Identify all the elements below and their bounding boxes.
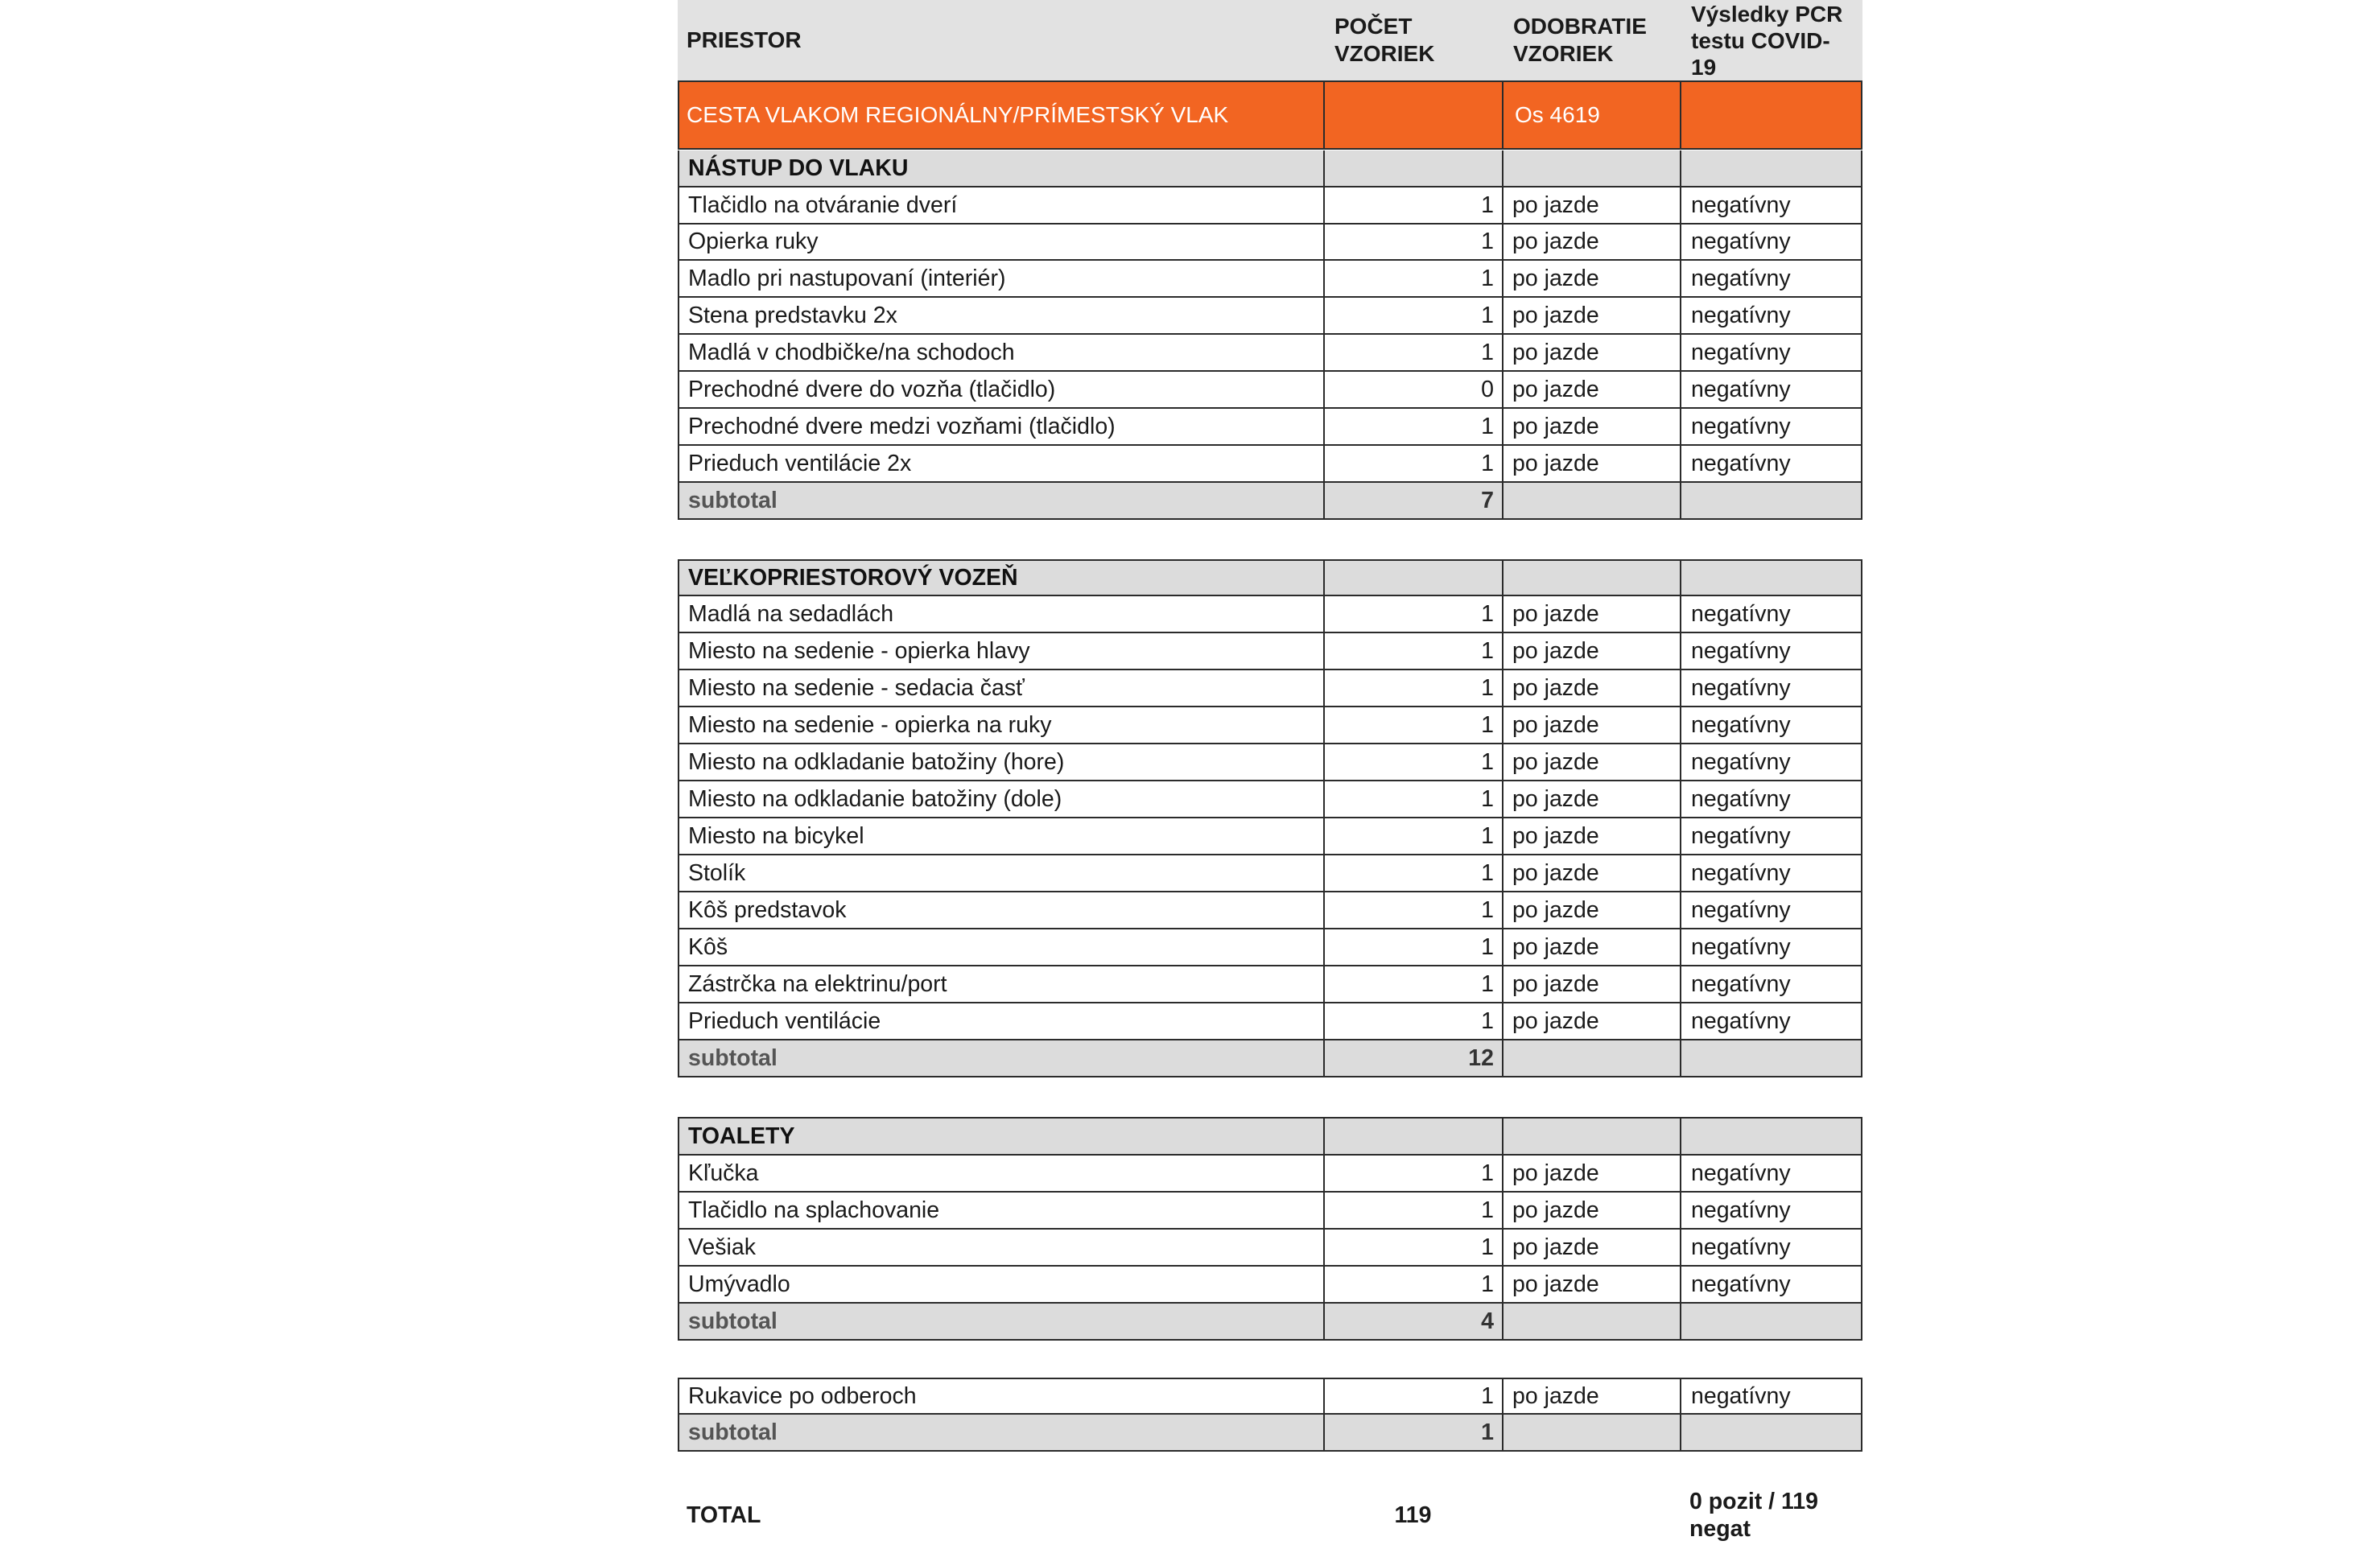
section-taking-empty xyxy=(1502,1117,1680,1156)
sample-taking: po jazde xyxy=(1502,966,1680,1003)
sample-taking: po jazde xyxy=(1502,818,1680,855)
sample-location: Kľučka xyxy=(678,1156,1323,1193)
table-row xyxy=(678,409,1862,446)
table-row xyxy=(678,929,1862,966)
sample-location: Umývadlo xyxy=(678,1267,1323,1304)
header-space: PRIESTOR xyxy=(687,27,802,52)
subtotal-label: subtotal xyxy=(678,1304,1323,1341)
sample-count: 1 xyxy=(1323,1378,1502,1415)
sample-count: 1 xyxy=(1323,1267,1502,1304)
subtotal-empty xyxy=(1502,1304,1680,1341)
sample-location: Prieduch ventilácie xyxy=(678,1003,1323,1040)
table-row xyxy=(678,707,1862,744)
sample-location: Miesto na sedenie - opierka hlavy xyxy=(678,633,1323,670)
sample-location: Stolík xyxy=(678,855,1323,892)
sample-count: 1 xyxy=(1323,781,1502,818)
section-title: VEĽKOPRIESTOROVÝ VOZEŇ xyxy=(678,559,1323,596)
sample-result: negatívny xyxy=(1680,335,1862,372)
sample-result: negatívny xyxy=(1680,298,1862,335)
section-title: TOALETY xyxy=(678,1117,1323,1156)
sample-result: negatívny xyxy=(1680,1193,1862,1230)
sample-location: Madlá v chodbičke/na schodoch xyxy=(678,335,1323,372)
sample-result: negatívny xyxy=(1680,1230,1862,1267)
table-row xyxy=(678,187,1862,225)
sample-location: Rukavice po odberoch xyxy=(678,1378,1323,1415)
header-result: Výsledky PCR testu COVID-19 xyxy=(1691,1,1843,80)
sample-taking: po jazde xyxy=(1502,409,1680,446)
table-row xyxy=(678,335,1862,372)
sample-result: negatívny xyxy=(1680,966,1862,1003)
sample-taking: po jazde xyxy=(1502,446,1680,483)
subtotal-row xyxy=(678,1304,1862,1341)
sample-result: negatívny xyxy=(1680,744,1862,781)
sample-taking: po jazde xyxy=(1502,187,1680,225)
section-count-empty xyxy=(1323,1117,1502,1156)
total-empty xyxy=(1502,1485,1680,1545)
route-banner xyxy=(678,80,1862,150)
subtotal-value: 1 xyxy=(1323,1415,1502,1452)
subtotal-empty xyxy=(1502,1415,1680,1452)
sample-count: 1 xyxy=(1323,966,1502,1003)
sample-count: 1 xyxy=(1323,855,1502,892)
table-row xyxy=(678,1267,1862,1304)
table-row xyxy=(678,1003,1862,1040)
section-count-empty xyxy=(1323,150,1502,187)
subtotal-row xyxy=(678,483,1862,520)
sample-location: Opierka ruky xyxy=(678,224,1323,261)
sample-count: 1 xyxy=(1323,707,1502,744)
sample-location: Kôš predstavok xyxy=(678,892,1323,929)
table-row xyxy=(678,224,1862,261)
table-row xyxy=(678,781,1862,818)
sample-result: negatívny xyxy=(1680,409,1862,446)
section-result-empty xyxy=(1680,559,1862,596)
sample-count: 1 xyxy=(1323,1230,1502,1267)
total-count: 119 xyxy=(1394,1502,1432,1528)
sample-location: Prechodné dvere do vozňa (tlačidlo) xyxy=(678,372,1323,409)
sample-count: 1 xyxy=(1323,818,1502,855)
sample-count: 1 xyxy=(1323,187,1502,225)
section-header xyxy=(678,559,1862,596)
sample-result: negatívny xyxy=(1680,707,1862,744)
sample-result: negatívny xyxy=(1680,224,1862,261)
sample-taking: po jazde xyxy=(1502,892,1680,929)
banner-result-empty xyxy=(1680,80,1861,150)
sample-count: 1 xyxy=(1323,261,1502,298)
sample-count: 1 xyxy=(1323,1003,1502,1040)
sample-result: negatívny xyxy=(1680,261,1862,298)
sample-taking: po jazde xyxy=(1502,633,1680,670)
sample-result: negatívny xyxy=(1680,781,1862,818)
subtotal-row xyxy=(678,1415,1862,1452)
sample-location: Stena predstavku 2x xyxy=(678,298,1323,335)
table-row xyxy=(678,298,1862,335)
sample-result: negatívny xyxy=(1680,929,1862,966)
table-row xyxy=(678,1378,1862,1415)
sample-result: negatívny xyxy=(1680,187,1862,225)
sample-result: negatívny xyxy=(1680,892,1862,929)
sample-taking: po jazde xyxy=(1502,1267,1680,1304)
section-title: NÁSTUP DO VLAKU xyxy=(678,150,1323,187)
sample-taking: po jazde xyxy=(1502,1193,1680,1230)
sample-location: Prechodné dvere medzi vozňami (tlačidlo) xyxy=(678,409,1323,446)
subtotal-value: 7 xyxy=(1323,483,1502,520)
total-label: TOTAL xyxy=(687,1502,761,1528)
section-result-empty xyxy=(1680,150,1862,187)
banner-title: CESTA VLAKOM REGIONÁLNY/PRÍMESTSKÝ VLAK xyxy=(687,102,1229,127)
sample-count: 1 xyxy=(1323,446,1502,483)
sample-count: 1 xyxy=(1323,335,1502,372)
table-row xyxy=(678,261,1862,298)
sample-result: negatívny xyxy=(1680,596,1862,633)
table-row xyxy=(678,1193,1862,1230)
sample-taking: po jazde xyxy=(1502,298,1680,335)
sample-taking: po jazde xyxy=(1502,1230,1680,1267)
section-taking-empty xyxy=(1502,150,1680,187)
table-row xyxy=(678,633,1862,670)
sample-taking: po jazde xyxy=(1502,335,1680,372)
sample-location: Miesto na sedenie - sedacia časť xyxy=(678,670,1323,707)
sample-count: 1 xyxy=(1323,633,1502,670)
subtotal-value: 4 xyxy=(1323,1304,1502,1341)
table-row xyxy=(678,892,1862,929)
table-row xyxy=(678,1156,1862,1193)
sample-location: Tlačidlo na splachovanie xyxy=(678,1193,1323,1230)
sample-count: 1 xyxy=(1323,744,1502,781)
sample-count: 1 xyxy=(1323,596,1502,633)
subtotal-empty xyxy=(1502,1040,1680,1077)
sample-result: negatívny xyxy=(1680,855,1862,892)
subtotal-empty xyxy=(1680,1304,1862,1341)
sample-location: Tlačidlo na otváranie dverí xyxy=(678,187,1323,225)
sample-result: negatívny xyxy=(1680,633,1862,670)
sample-result: negatívny xyxy=(1680,818,1862,855)
sample-taking: po jazde xyxy=(1502,929,1680,966)
sample-location: Miesto na bicykel xyxy=(678,818,1323,855)
sample-taking: po jazde xyxy=(1502,596,1680,633)
sample-count: 1 xyxy=(1323,409,1502,446)
sample-taking: po jazde xyxy=(1502,1003,1680,1040)
header-count: POČET VZORIEK xyxy=(1334,14,1435,66)
sample-result: negatívny xyxy=(1680,670,1862,707)
subtotal-label: subtotal xyxy=(678,1415,1323,1452)
sample-taking: po jazde xyxy=(1502,707,1680,744)
table-row xyxy=(678,744,1862,781)
sample-location: Miesto na odkladanie batožiny (dole) xyxy=(678,781,1323,818)
subtotal-empty xyxy=(1680,1040,1862,1077)
section-result-empty xyxy=(1680,1117,1862,1156)
sample-location: Vešiak xyxy=(678,1230,1323,1267)
sample-taking: po jazde xyxy=(1502,1378,1680,1415)
sample-count: 1 xyxy=(1323,892,1502,929)
subtotal-empty xyxy=(1680,1415,1862,1452)
header-taking: ODOBRATIE VZORIEK xyxy=(1513,14,1647,66)
section-count-empty xyxy=(1323,559,1502,596)
table-row xyxy=(678,446,1862,483)
subtotal-row xyxy=(678,1040,1862,1077)
sample-location: Zástrčka na elektrinu/port xyxy=(678,966,1323,1003)
sample-taking: po jazde xyxy=(1502,1156,1680,1193)
subtotal-label: subtotal xyxy=(678,483,1323,520)
sample-result: negatívny xyxy=(1680,1378,1862,1415)
sample-count: 1 xyxy=(1323,298,1502,335)
table-row xyxy=(678,596,1862,633)
table-row xyxy=(678,1230,1862,1267)
table-header xyxy=(678,0,1862,80)
sample-location: Kôš xyxy=(678,929,1323,966)
sample-result: negatívny xyxy=(1680,446,1862,483)
total-result: 0 pozit / 119 negat xyxy=(1689,1489,1818,1542)
subtotal-value: 12 xyxy=(1323,1040,1502,1077)
table-row xyxy=(678,670,1862,707)
sample-result: negatívny xyxy=(1680,1267,1862,1304)
sample-location: Madlo pri nastupovaní (interiér) xyxy=(678,261,1323,298)
sample-count: 1 xyxy=(1323,224,1502,261)
table-row xyxy=(678,966,1862,1003)
sample-taking: po jazde xyxy=(1502,670,1680,707)
sample-count: 1 xyxy=(1323,1156,1502,1193)
sample-taking: po jazde xyxy=(1502,261,1680,298)
sample-taking: po jazde xyxy=(1502,224,1680,261)
sample-count: 0 xyxy=(1323,372,1502,409)
sample-taking: po jazde xyxy=(1502,744,1680,781)
subtotal-label: subtotal xyxy=(678,1040,1323,1077)
banner-count-empty xyxy=(1323,80,1502,150)
total-row xyxy=(678,1485,1862,1545)
sample-taking: po jazde xyxy=(1502,781,1680,818)
sample-location: Miesto na sedenie - opierka na ruky xyxy=(678,707,1323,744)
sample-location: Prieduch ventilácie 2x xyxy=(678,446,1323,483)
section-taking-empty xyxy=(1502,559,1680,596)
table-row xyxy=(678,372,1862,409)
sample-result: negatívny xyxy=(1680,1003,1862,1040)
sample-count: 1 xyxy=(1323,670,1502,707)
table-row xyxy=(678,855,1862,892)
table-row xyxy=(678,818,1862,855)
sample-count: 1 xyxy=(1323,929,1502,966)
sample-location: Madlá na sedadlách xyxy=(678,596,1323,633)
banner-train: Os 4619 xyxy=(1502,80,1680,150)
sample-location: Miesto na odkladanie batožiny (hore) xyxy=(678,744,1323,781)
sample-result: negatívny xyxy=(1680,1156,1862,1193)
sample-taking: po jazde xyxy=(1502,855,1680,892)
subtotal-empty xyxy=(1680,483,1862,520)
sample-count: 1 xyxy=(1323,1193,1502,1230)
section-header xyxy=(678,1117,1862,1156)
sample-taking: po jazde xyxy=(1502,372,1680,409)
sample-result: negatívny xyxy=(1680,372,1862,409)
subtotal-empty xyxy=(1502,483,1680,520)
section-header xyxy=(678,150,1862,187)
